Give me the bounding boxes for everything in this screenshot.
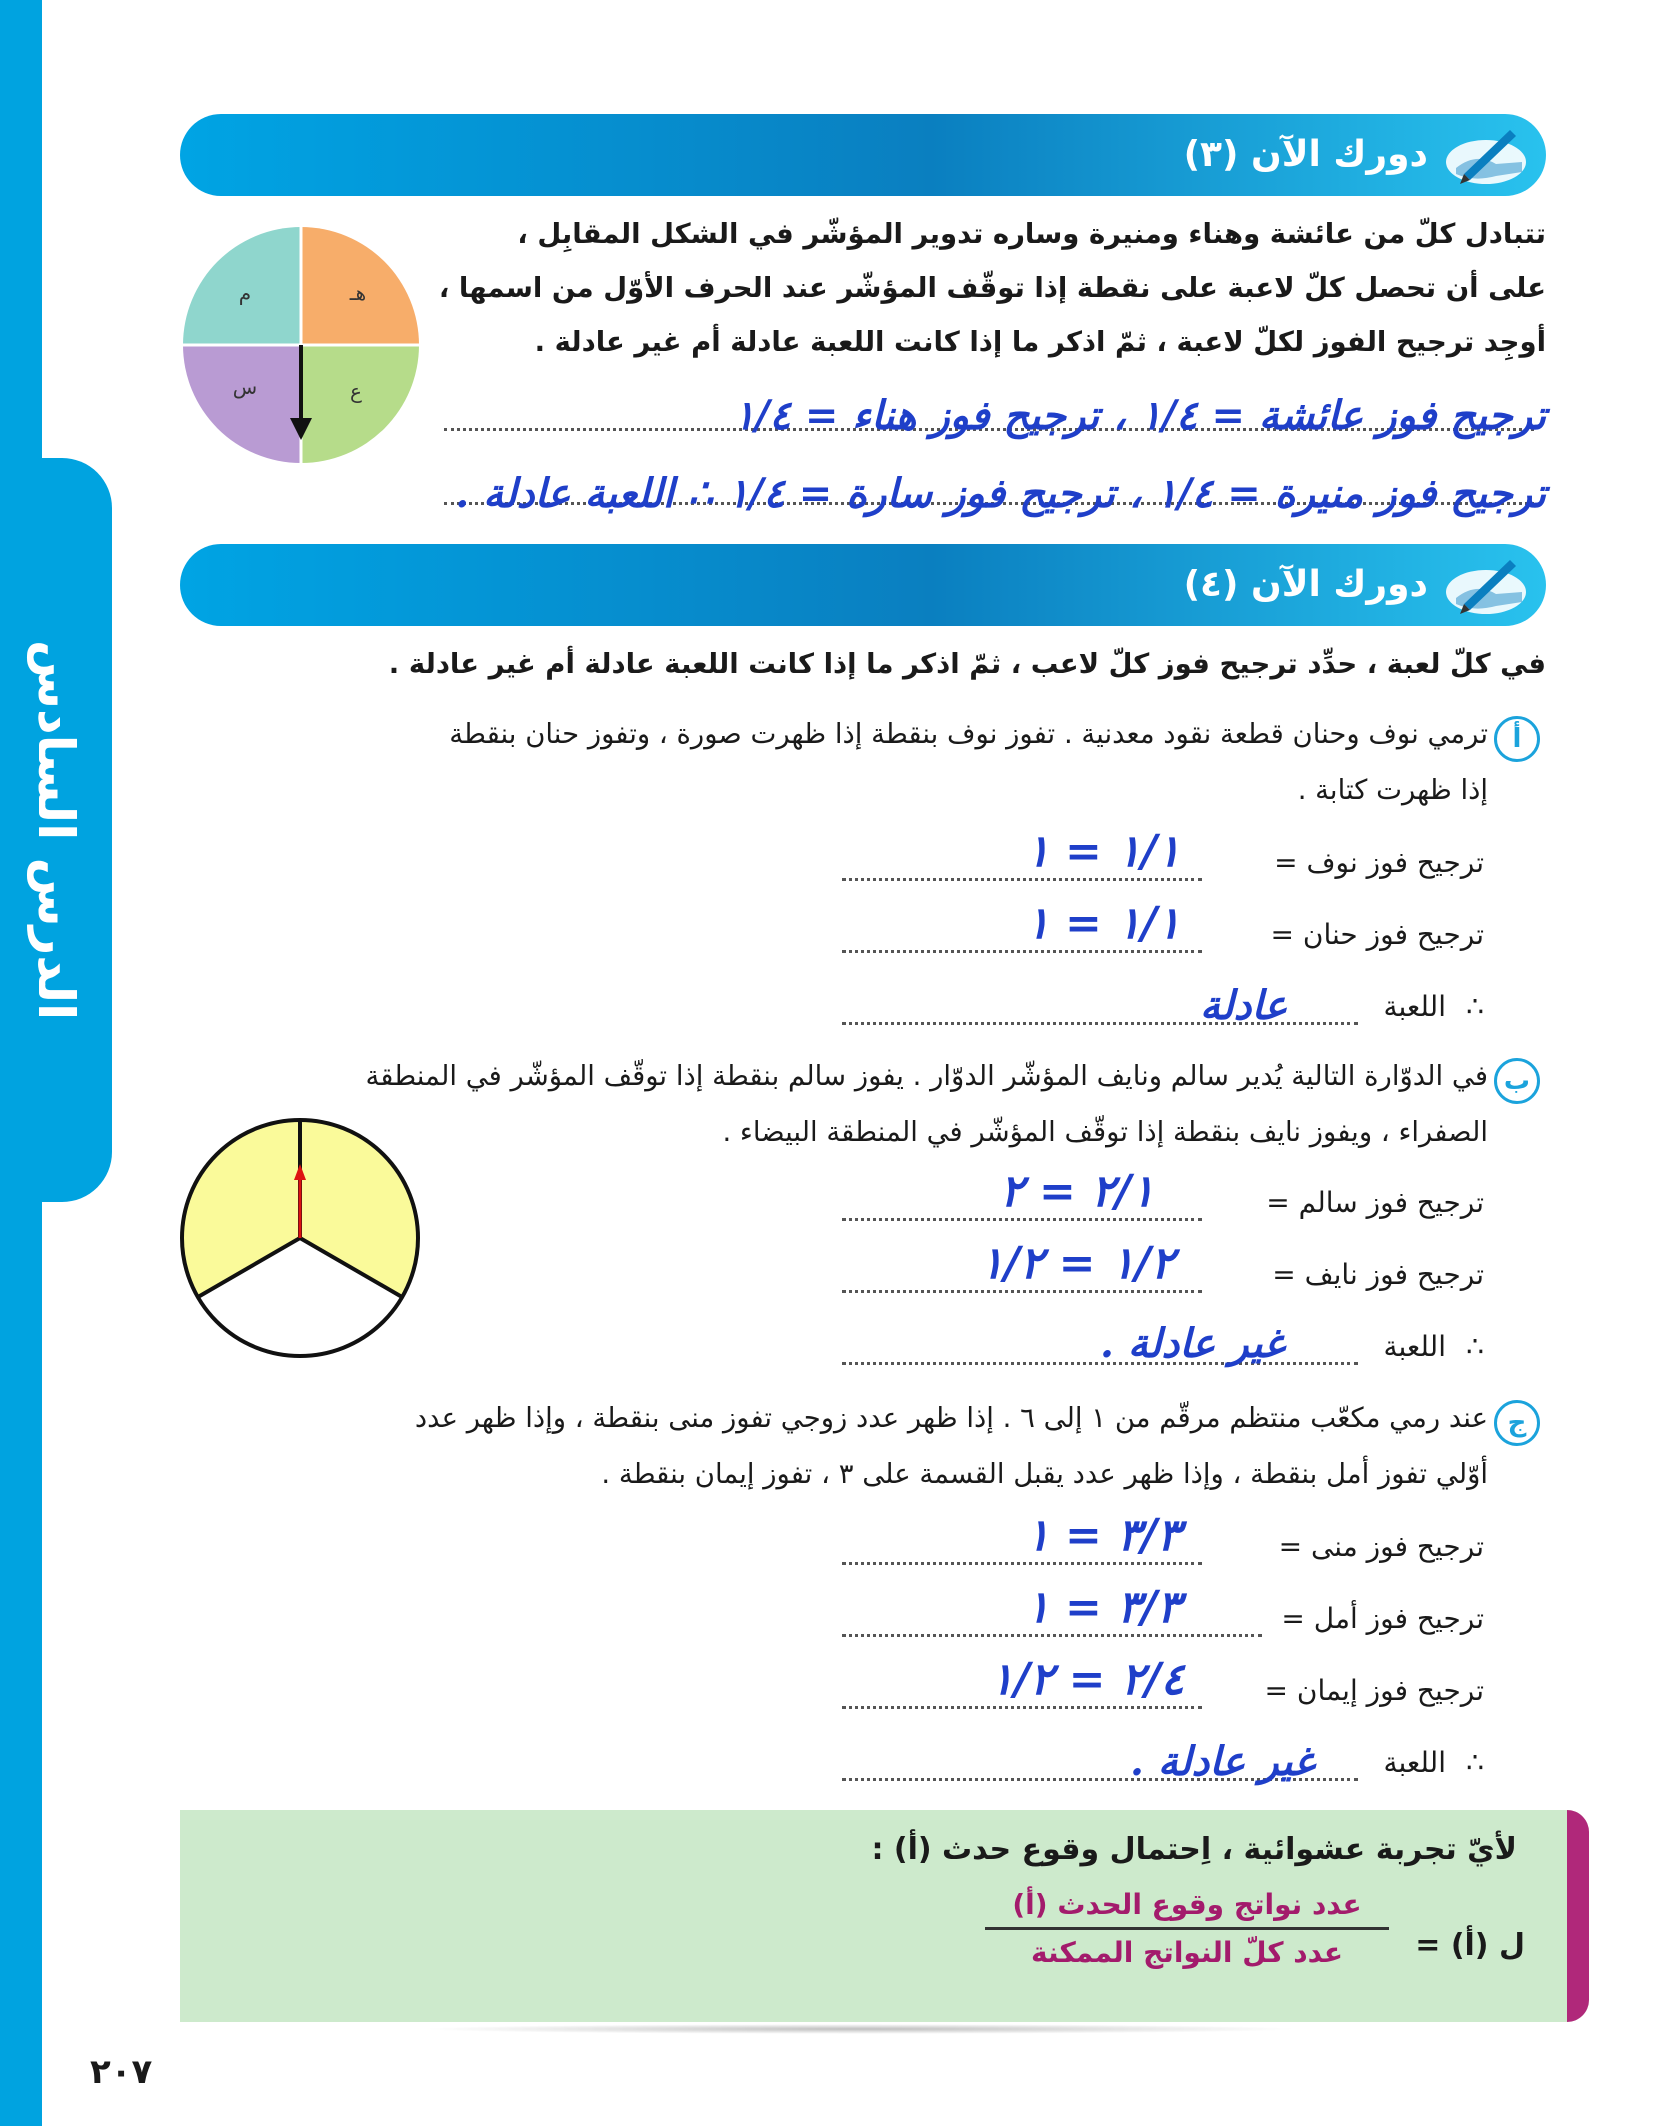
- exercise4-intro: في كلّ لعبة ، حدِّد ترجيح فوز كلّ لاعب ، ثمّ اذكر ما إذا كانت اللعبة عادلة أم غير عادلة .: [388, 648, 1546, 680]
- handwritten-answer: غير عادلة .: [1100, 1320, 1285, 1367]
- probability-symbol: ل (أ) =: [1415, 1928, 1525, 1963]
- fraction-denominator: عدد كلّ النواتج الممكنة: [1031, 1936, 1343, 1969]
- part-b-badge: ب: [1494, 1058, 1540, 1104]
- row-label: ترجيح فوز إيمان =: [1264, 1674, 1484, 1707]
- exercise3-line-3: أوجِد ترجيح الفوز لكلّ لاعبة ، ثمّ اذكر ما إذا كانت اللعبة عادلة أم غير عادلة .: [534, 326, 1546, 358]
- answer-line: [842, 878, 1202, 881]
- handwritten-answer: ١/٢ = ١/٢: [980, 1238, 1175, 1289]
- answer-line: [842, 1562, 1202, 1565]
- page-number: ٢٠٧: [90, 2052, 153, 2092]
- row-label: ترجيح فوز سالم =: [1266, 1186, 1484, 1219]
- hand-pen-icon: [1436, 122, 1530, 188]
- handwritten-answer: ١/١ = ١: [1026, 826, 1181, 877]
- lesson-label: الدرس السادس: [27, 639, 85, 1021]
- four-color-spinner: [178, 222, 424, 468]
- spinner-label-top-left: م: [238, 281, 252, 305]
- handwritten-answer: عادلة: [1200, 982, 1288, 1029]
- row-label: ترجيح فوز نايف =: [1272, 1258, 1484, 1291]
- exercise4-title: دورك الآن (٤): [1183, 564, 1428, 605]
- therefore-symbol: ∴: [1466, 1746, 1484, 1779]
- exercise3-line-2: على أن تحصل كلّ لاعبة على نقطة إذا توقّف المؤشّر عند الحرف الأوّل من اسمها ،: [438, 272, 1546, 304]
- spinner-label-bottom-right: ع: [350, 379, 362, 403]
- exercise4-banner: [180, 544, 1546, 626]
- part-b-line-2: الصفراء ، ويفوز نايف بنقطة إذا توقّف المؤشّر في المنطقة البيضاء .: [722, 1116, 1488, 1148]
- row-label: اللعبة: [1383, 1746, 1446, 1779]
- probability-rule-box: [180, 1810, 1589, 2022]
- row-label: ترجيح فوز منى =: [1278, 1530, 1484, 1563]
- note-title: لأيّ تجربة عشوائية ، اِحتمال وقوع حدث (أ) :: [871, 1832, 1517, 1867]
- answer-line: [842, 1290, 1202, 1293]
- row-label: اللعبة: [1383, 1330, 1446, 1363]
- box-shadow: [420, 2024, 1300, 2034]
- answer-line: [842, 950, 1202, 953]
- handwritten-answer: ٢/١ = ٢: [1000, 1166, 1155, 1217]
- part-c-line-2: أوّلي تفوز أمل بنقطة ، وإذا ظهر عدد يقبل القسمة على ٣ ، تفوز إيمان بنقطة .: [601, 1458, 1488, 1490]
- therefore-symbol: ∴: [1466, 1330, 1484, 1363]
- part-a-line-1: ترمي نوف وحنان قطعة نقود معدنية . تفوز نوف بنقطة إذا ظهرت صورة ، وتفوز حنان بنقطة: [449, 718, 1488, 750]
- part-c-badge: ج: [1494, 1400, 1540, 1446]
- answer-line: [842, 1218, 1202, 1221]
- handwritten-answer: غير عادلة .: [1130, 1738, 1315, 1785]
- exercise3-banner: [180, 114, 1546, 196]
- part-c-line-1: عند رمي مكعّب منتظم مرقّم من ١ إلى ٦ . إذا ظهر عدد زوجي تفوز منى بنقطة ، وإذا ظهر عدد: [414, 1402, 1488, 1434]
- handwritten-answer-2: ترجيح فوز منيرة = ١/٤ ، ترجيح فوز سارة = ١/٤ ∴ اللعبة عادلة .: [455, 470, 1546, 517]
- answer-line: [842, 1706, 1202, 1709]
- spinner-label-top-right: هـ: [349, 281, 367, 305]
- row-label: ترجيح فوز نوف =: [1274, 846, 1484, 879]
- handwritten-answer-1: ترجيح فوز عائشة = ١/٤ ، ترجيح فوز هناء = ١/٤: [733, 392, 1546, 439]
- exercise3-line-1: تتبادل كلّ من عائشة وهناء ومنيرة وساره تدوير المؤشّر في الشكل المقابِل ،: [517, 218, 1546, 250]
- spinner-label-bottom-left: س: [232, 375, 258, 399]
- handwritten-answer: ٢/٤ = ١/٢: [990, 1654, 1185, 1705]
- part-b-line-1: في الدوّارة التالية يُدير سالم ونايف المؤشّر الدوّار . يفوز سالم بنقطة إذا توقّف المؤشّر في المنطقة: [365, 1060, 1488, 1092]
- handwritten-answer: ٣/٣ = ١: [1026, 1582, 1181, 1633]
- row-label: ترجيح فوز حنان =: [1270, 918, 1484, 951]
- fraction-numerator: عدد نواتج وقوع الحدث (أ): [985, 1888, 1389, 1930]
- answer-line: [842, 1634, 1262, 1637]
- part-a-line-2: إذا ظهرت كتابة .: [1297, 774, 1488, 806]
- therefore-symbol: ∴: [1466, 990, 1484, 1023]
- three-sector-spinner: [178, 1116, 422, 1360]
- row-label: اللعبة: [1383, 990, 1446, 1023]
- exercise3-title: دورك الآن (٣): [1183, 134, 1428, 175]
- hand-pen-icon: [1436, 552, 1530, 618]
- row-label: ترجيح فوز أمل =: [1281, 1602, 1484, 1635]
- part-a-badge: أ: [1494, 716, 1540, 762]
- note-accent-bar: [1567, 1810, 1589, 2022]
- handwritten-answer: ١/١ = ١: [1026, 898, 1181, 949]
- probability-fraction: [985, 1888, 1389, 1969]
- handwritten-answer: ٣/٣ = ١: [1026, 1510, 1181, 1561]
